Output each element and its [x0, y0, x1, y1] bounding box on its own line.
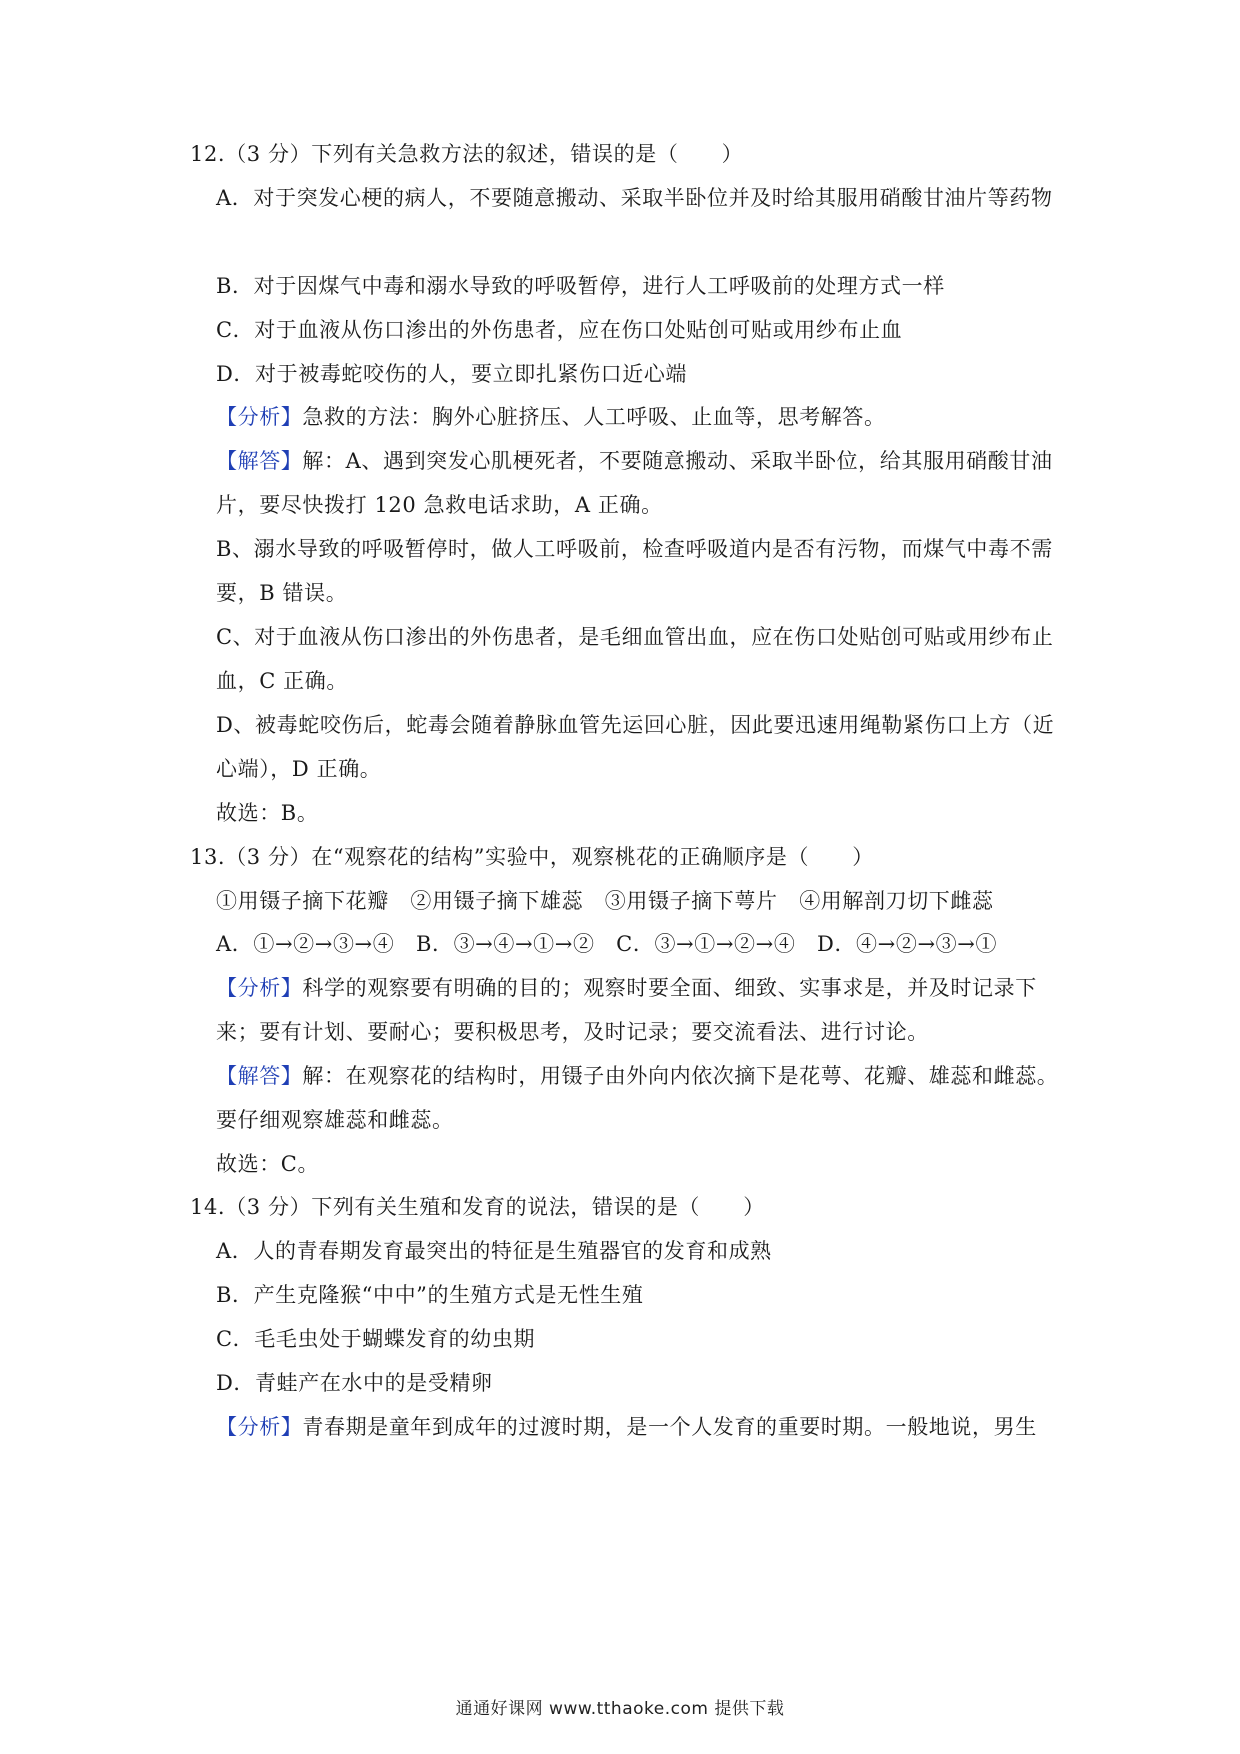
question-14-option-b: B．产生克隆猴“中中”的生殖方式是无性生殖 [216, 1283, 644, 1307]
question-13-answer [216, 1062, 1058, 1090]
analysis-tag: 【分析】 [216, 405, 303, 429]
question-14-stem: 14.（3 分）下列有关生殖和发育的说法，错误的是（ ） [190, 1195, 765, 1219]
analysis-tag: 【分析】 [216, 976, 303, 1000]
answer-line: 血，C 正确。 [216, 669, 348, 693]
question-13-stem: 13.（3 分）在“观察花的结构”实验中，观察桃花的正确顺序是（ ） [190, 845, 874, 869]
question-13-choice: 故选：C。 [216, 1152, 320, 1176]
answer-line: D、被毒蛇咬伤后，蛇毒会随着静脉血管先运回心脏，因此要迅速用绳勒紧伤口上方（近 [216, 713, 1055, 737]
answer-text: 解：在观察花的结构时，用镊子由外向内依次摘下是花萼、花瓣、雄蕊和雌蕊。 [302, 1064, 1059, 1088]
answer-line: C、对于血液从伤口渗出的外伤患者，是毛细血管出血，应在伤口处贴创可贴或用纱布止 [216, 625, 1054, 649]
answer-line: 心端），D 正确。 [216, 757, 382, 781]
analysis-text: 科学的观察要有明确的目的；观察时要全面、细致、实事求是，并及时记录下 [302, 976, 1037, 1000]
question-14-option-d: D．青蛙产在水中的是受精卵 [216, 1371, 493, 1395]
question-12-option-b: B．对于因煤气中毒和溺水导致的呼吸暂停，进行人工呼吸前的处理方式一样 [216, 274, 945, 298]
answer-tag: 【解答】 [216, 1064, 303, 1088]
question-12-option-a: A．对于突发心梗的病人，不要随意搬动、采取半卧位并及时给其服用硝酸甘油片等药物 [216, 186, 1053, 210]
answer-line: 片，要尽快拨打 120 急救电话求助，A 正确。 [216, 493, 663, 517]
page-footer: 通通好课网 www.tthaoke.com 提供下载 [455, 1699, 785, 1719]
question-13-options: A．①→②→③→④ B．③→④→①→② C．③→①→②→④ D．④→②→③→① [216, 932, 998, 956]
question-13-steps: ①用镊子摘下花瓣 ②用镊子摘下雄蕊 ③用镊子摘下萼片 ④用解剖刀切下雌蕊 [216, 889, 994, 913]
answer-line: 要，B 错误。 [216, 581, 348, 605]
question-14-analysis [216, 1413, 1037, 1441]
analysis-tag: 【分析】 [216, 1415, 303, 1439]
question-14-option-a: A．人的青春期发育最突出的特征是生殖器官的发育和成熟 [216, 1239, 772, 1263]
question-14-option-c: C．毛毛虫处于蝴蝶发育的幼虫期 [216, 1327, 536, 1351]
answer-tag: 【解答】 [216, 449, 303, 473]
answer-text: 解：A、遇到突发心肌梗死者，不要随意搬动、采取半卧位，给其服用硝酸甘油 [302, 449, 1053, 473]
answer-line: B、溺水导致的呼吸暂停时，做人工呼吸前，检查呼吸道内是否有污物，而煤气中毒不需 [216, 537, 1053, 561]
analysis-text: 急救的方法：胸外心脏挤压、人工呼吸、止血等，思考解答。 [302, 405, 886, 429]
question-12-stem: 12.（3 分）下列有关急救方法的叙述，错误的是（ ） [190, 142, 744, 166]
question-12-option-d: D．对于被毒蛇咬伤的人，要立即扎紧伤口近心端 [216, 362, 688, 386]
question-12-option-c: C．对于血液从伤口渗出的外伤患者，应在伤口处贴创可贴或用纱布止血 [216, 318, 903, 342]
answer-line: 要仔细观察雄蕊和雌蕊。 [216, 1108, 454, 1132]
question-12-choice: 故选：B。 [216, 801, 319, 825]
analysis-text: 青春期是童年到成年的过渡时期，是一个人发育的重要时期。一般地说，男生 [302, 1415, 1037, 1439]
analysis-line: 来；要有计划、要耐心；要积极思考，及时记录；要交流看法、进行讨论。 [216, 1020, 929, 1044]
question-12-analysis [216, 403, 886, 431]
question-13-analysis [216, 974, 1037, 1002]
question-12-answer [216, 447, 1053, 475]
